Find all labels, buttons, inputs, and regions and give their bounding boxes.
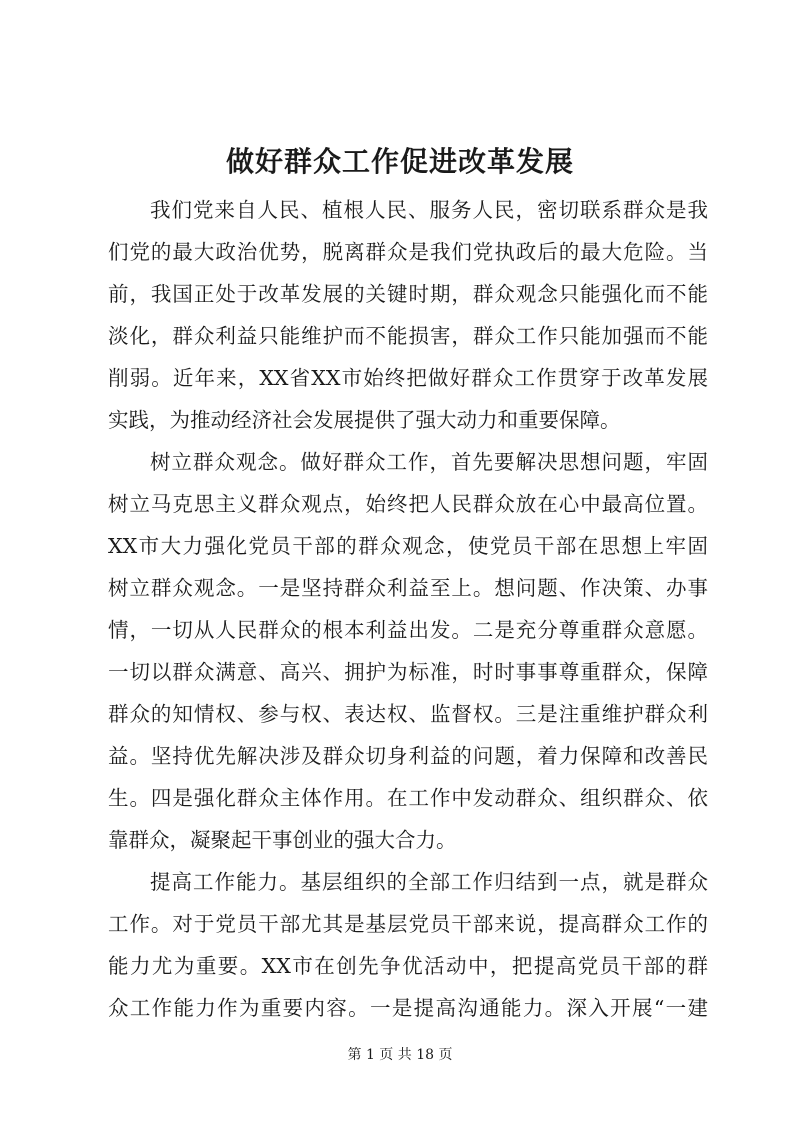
paragraph-1-line-3: 前，我国正处于改革发展的关键时期，群众观念只能强化而不能 <box>108 282 708 306</box>
paragraph-1-line-6: 实践，为推动经济社会发展提供了强大动力和重要保障。 <box>108 408 621 432</box>
paragraph-2-line-1: 树立群众观念。做好群众工作，首先要解决思想问题，牢固 <box>150 450 708 474</box>
document-title: 做好群众工作促进改革发展 <box>225 145 574 178</box>
paragraph-2-line-2: 树立马克思主义群众观点，始终把人民群众放在心中最高位置。 <box>108 492 708 516</box>
paragraph-2-line-3: XX市大力强化党员干部的群众观念，使党员干部在思想上牢固 <box>108 534 708 558</box>
page-number-footer: 第 1 页 共 18 页 <box>347 1047 453 1063</box>
paragraph-2-line-9: 生。四是强化群众主体作用。在工作中发动群众、组织群众、依 <box>108 786 708 810</box>
paragraph-2-line-10: 靠群众，凝聚起干事创业的强大合力。 <box>108 828 457 852</box>
paragraph-2-line-4: 树立群众观念。一是坚持群众利益至上。想问题、作决策、办事 <box>108 576 708 600</box>
paragraph-2-line-8: 益。坚持优先解决涉及群众切身利益的问题，着力保障和改善民 <box>108 744 708 768</box>
paragraph-3-line-2: 工作。对于党员干部尤其是基层党员干部来说，提高群众工作的 <box>108 912 708 936</box>
paragraph-1-line-5: 削弱。近年来，XX省XX市始终把做好群众工作贯穿于改革发展 <box>108 366 708 390</box>
paragraph-1-line-2: 们党的最大政治优势，脱离群众是我们党执政后的最大危险。当 <box>108 240 708 264</box>
paragraph-1-line-1: 我们党来自人民、植根人民、服务人民，密切联系群众是我 <box>150 198 708 222</box>
paragraph-3-line-3: 能力尤为重要。XX市在创先争优活动中，把提高党员干部的群 <box>108 954 708 978</box>
paragraph-2-line-6: 一切以群众满意、高兴、拥护为标准，时时事事尊重群众，保障 <box>108 660 708 684</box>
paragraph-1-line-4: 淡化，群众利益只能维护而不能损害，群众工作只能加强而不能 <box>108 324 708 348</box>
paragraph-2-line-5: 情，一切从人民群众的根本利益出发。二是充分尊重群众意愿。 <box>108 618 708 642</box>
paragraph-2-line-7: 群众的知情权、参与权、表达权、监督权。三是注重维护群众利 <box>108 702 708 726</box>
paragraph-3-line-1: 提高工作能力。基层组织的全部工作归结到一点，就是群众 <box>150 870 708 894</box>
paragraph-3-line-4: 众工作能力作为重要内容。一是提高沟通能力。深入开展“一建 <box>108 996 708 1020</box>
